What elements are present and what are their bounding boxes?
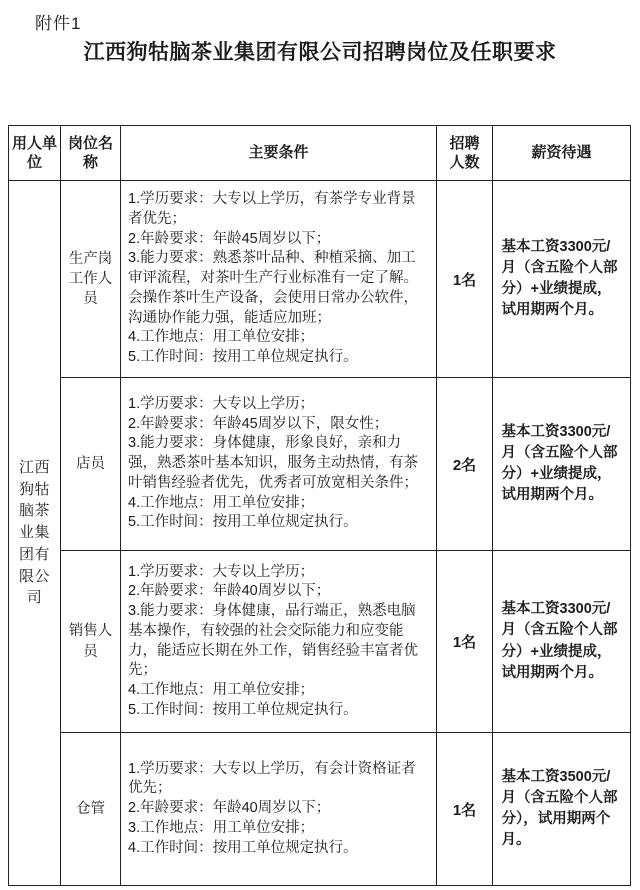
header-conditions: [121, 126, 437, 181]
condition-line: 2.年龄要求：年龄40周岁以下；: [128, 800, 331, 817]
position-cell: [61, 733, 121, 886]
position-name: 生产岗工作人员: [68, 250, 113, 308]
headcount-cell: 1名: [437, 733, 493, 886]
header-employer: [9, 126, 61, 181]
salary-cell: [493, 733, 631, 886]
header-employer-label: 用人单位: [11, 134, 57, 171]
page-title: 江西狗牯脑茶业集团有限公司招聘岗位及任职要求: [83, 41, 557, 64]
salary-cell: [493, 181, 631, 378]
position-name: 销售人员: [68, 623, 113, 660]
condition-line: 5.工作时间：按用工单位规定执行。: [128, 514, 358, 531]
header-salary-label: 薪资待遇: [531, 144, 592, 162]
conditions-cell: [121, 378, 437, 551]
condition-line: 2.年龄要求：年龄45周岁以下；: [128, 230, 331, 247]
condition-line: 1.学历要求：大专以上学历，有会计资格证者优先；: [128, 760, 416, 797]
position-cell: [61, 378, 121, 551]
header-position: [61, 126, 121, 181]
position-cell: [61, 181, 121, 378]
salary-cell: [493, 551, 631, 733]
attachment-label: 附件1: [35, 14, 82, 33]
condition-line: 4.工作地点：用工单位安排；: [128, 681, 315, 698]
table-row-sales-staff: [9, 551, 631, 733]
conditions-cell: [121, 181, 437, 378]
header-headcount: [437, 126, 493, 181]
salary-cell: [493, 378, 631, 551]
salary-text: 基本工资3300元/月（含五险个人部分）+业绩提成，试用期两个月。: [501, 601, 618, 681]
salary-text: 基本工资3300元/月（含五险个人部分）+业绩提成，试用期两个月。: [501, 238, 618, 319]
condition-line: 3.工作地点：用工单位安排；: [128, 819, 315, 836]
condition-line: 2.年龄要求：年龄45周岁以下，限女性；: [128, 415, 389, 432]
table-header-row: [9, 126, 631, 181]
condition-line: 1.学历要求：大专以上学历；: [128, 563, 315, 580]
condition-line: 3.能力要求：身体健康，品行端正，熟悉电脑基本操作，有较强的社会交际能力和应变能力，能适应长期在外工作，销售经验丰富者优先；: [128, 603, 418, 679]
header-position-label: 岗位名称: [67, 134, 113, 171]
header-salary: [493, 126, 631, 181]
position-cell: [61, 551, 121, 733]
headcount-cell: 1名: [437, 181, 493, 378]
condition-line: 4.工作地点：用工单位安排；: [128, 494, 315, 511]
condition-line: 3.能力要求：身体健康，形象良好，亲和力强，熟悉茶叶基本知识，服务主动热情，有茶叶销售经验者优先，优秀者可放宽相关条件；: [128, 435, 418, 491]
employer-cell: [9, 181, 61, 886]
condition-line: 2.年龄要求：年龄40周岁以下；: [128, 583, 331, 600]
condition-line: 5.工作时间：按用工单位规定执行。: [128, 701, 358, 718]
condition-line: 1.学历要求：大专以上学历，有茶学专业背景者优先；: [128, 191, 416, 227]
condition-line: 4.工作地点：用工单位安排；: [128, 329, 315, 346]
salary-text: 基本工资3500元/月（含五险个人部分），试用期两个月。: [501, 768, 618, 849]
condition-line: 4.工作时间：按用工单位规定执行。: [128, 839, 358, 856]
headcount-cell: 2名: [437, 378, 493, 551]
header-conditions-label: 主要条件: [248, 144, 309, 162]
employer-name: 江西狗牯脑茶业集团有限公司: [18, 458, 50, 607]
condition-line: 3.能力要求：熟悉茶叶品种、种植采摘、加工审评流程，对茶叶生产行业标准有一定了解。会操作茶叶生产设备，会使用日常办公软件，沟通协作能力强，能适应加班；: [128, 250, 418, 326]
header-headcount-label: 招聘人数: [449, 134, 480, 171]
table-row-warehouse-keeper: [9, 733, 631, 886]
salary-text: 基本工资3300元/月（含五险个人部分）+业绩提成，试用期两个月。: [501, 423, 618, 504]
condition-line: 1.学历要求：大专以上学历；: [128, 395, 315, 412]
condition-line: 5.工作时间：按用工单位规定执行。: [128, 349, 358, 366]
position-name: 店员: [76, 455, 105, 472]
table-row-production-staff: [9, 181, 631, 378]
position-name: 仓管: [76, 800, 105, 817]
headcount-cell: 1名: [437, 551, 493, 733]
conditions-cell: [121, 733, 437, 886]
table-row-shop-assistant: [9, 378, 631, 551]
conditions-cell: [121, 551, 437, 733]
recruitment-table: [8, 125, 631, 886]
